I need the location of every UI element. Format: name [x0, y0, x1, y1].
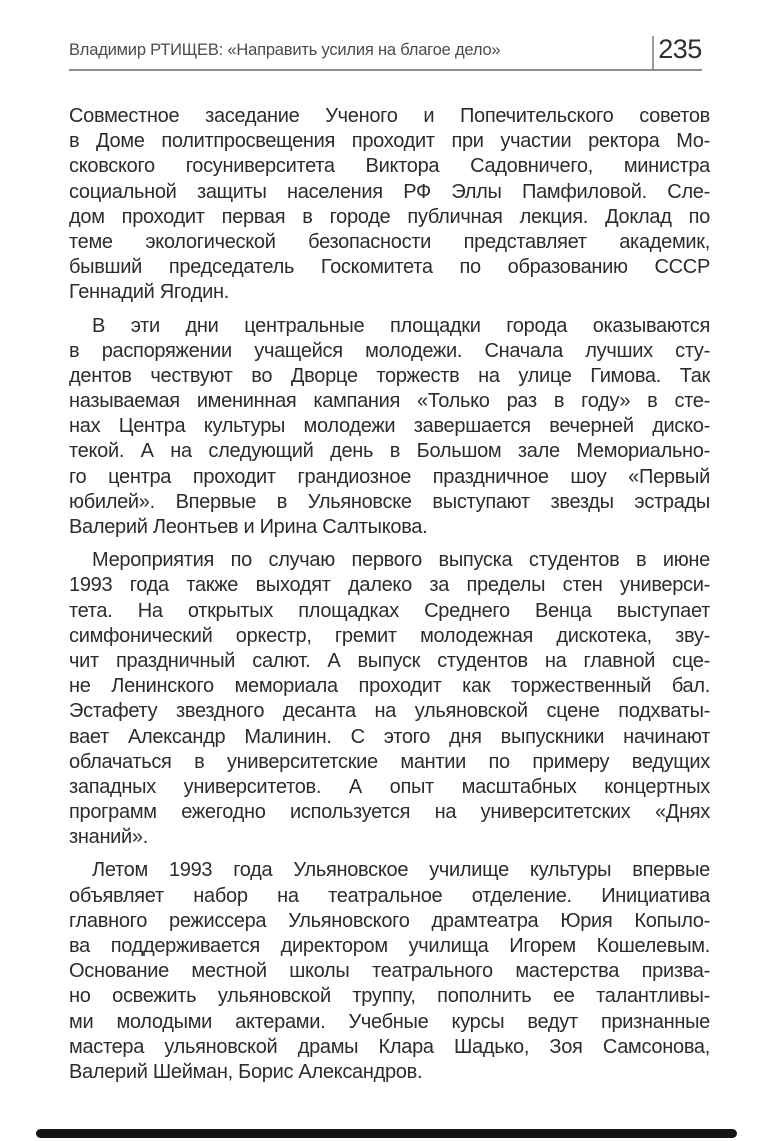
text-line: Основание местной школы театрального мастерства призва-: [69, 960, 710, 983]
text-line: облачаться в университетские мантии по примеру ведущих: [69, 750, 710, 773]
text-line: Валерий Леонтьев и Ирина Салтыкова.: [69, 516, 428, 538]
header-rule: [69, 69, 702, 71]
header-vertical-divider: [652, 36, 654, 70]
text-line: вает Александр Малинин. С этого дня выпускники начинают: [69, 725, 710, 748]
text-line: 1993 года также выходят далеко за пределы стен универси-: [69, 574, 710, 597]
text-line: тета. На открытых площадках Среднего Венца выступает: [69, 599, 710, 622]
text-line: текой. А на следующий день в Большом зале Мемориально-: [69, 440, 710, 463]
paragraph: [69, 548, 710, 850]
text-line: теме экологической безопасности представляет академик,: [69, 230, 710, 253]
text-line: юбилей». Впервые в Ульяновске выступают звезды эстрады: [69, 490, 710, 513]
text-line: но освежить ульяновской труппу, пополнить ее талантливы-: [69, 985, 710, 1008]
text-line: Валерий Шейман, Борис Александров.: [69, 1060, 423, 1083]
text-line: Совместное заседание Ученого и Попечительского советов: [69, 105, 710, 127]
text-line: В эти дни центральные площадки города оказываются: [92, 314, 710, 337]
text-line: дентов чествуют во Дворце торжеств на улице Гимова. Так: [69, 364, 710, 387]
text-line: дом проходит первая в городе публичная лекция. Доклад по: [69, 205, 710, 228]
text-line: в Доме политпросвещения проходит при участии ректора Мо-: [69, 130, 710, 153]
paragraph: [69, 104, 710, 306]
text-line: бывший председатель Госкомитета по образованию СССР: [69, 256, 710, 279]
text-line: главного режиссера Ульяновского драмтеатра Юрия Копыло-: [69, 909, 710, 932]
text-line: социальной защиты населения РФ Эллы Памфиловой. Сле-: [69, 180, 710, 203]
text-line: западных университетов. А опыт масштабных концертных: [69, 775, 710, 798]
text-line: программ ежегодно используется на университетских «Днях: [69, 801, 710, 824]
text-line: нах Центра культуры молодежи завершается вечерней диско-: [69, 415, 710, 438]
text-line: называемая именинная кампания «Только раз в году» в сте-: [69, 390, 710, 413]
text-line: мастера ульяновской драмы Клара Шадько, Зоя Самсонова,: [69, 1035, 710, 1058]
text-line: Летом 1993 года Ульяновское училище культуры впервые: [92, 859, 710, 882]
text-line: знаний».: [69, 826, 149, 849]
text-line: ва поддерживается директором училища Игорем Кошелевым.: [69, 935, 710, 957]
text-line: Эстафету звездного десанта на ульяновской сцене подхваты-: [69, 700, 710, 723]
running-header-title: Владимир РТИЩЕВ: «Направить усилия на благое дело»: [69, 41, 501, 59]
text-line: симфонический оркестр, гремит молодежная дискотека, зву-: [69, 624, 710, 647]
paragraph: [69, 314, 710, 541]
text-line: в распоряжении учащейся молодежи. Сначала лучших сту-: [69, 339, 710, 362]
text-line: го центра проходит грандиозное праздничное шоу «Первый: [69, 465, 710, 488]
page-bottom-edge: [36, 1129, 737, 1138]
text-line: не Ленинского мемориала проходит как торжественный бал.: [69, 675, 710, 698]
text-line: чит праздничный салют. А выпуск студентов на главной сце-: [69, 649, 710, 672]
page-text-content: [69, 104, 710, 1085]
text-line: Мероприятия по случаю первого выпуска студентов в июне: [92, 549, 710, 572]
text-line: ми молодыми актерами. Учебные курсы ведут признанные: [69, 1010, 710, 1033]
text-line: сковского госуниверситета Виктора Садовничего, министра: [69, 155, 710, 178]
text-line: Геннадий Ягодин.: [69, 281, 230, 304]
page-number: 235: [658, 34, 702, 64]
text-line: объявляет набор на театральное отделение. Инициатива: [69, 884, 710, 907]
paragraph: [69, 858, 710, 1085]
